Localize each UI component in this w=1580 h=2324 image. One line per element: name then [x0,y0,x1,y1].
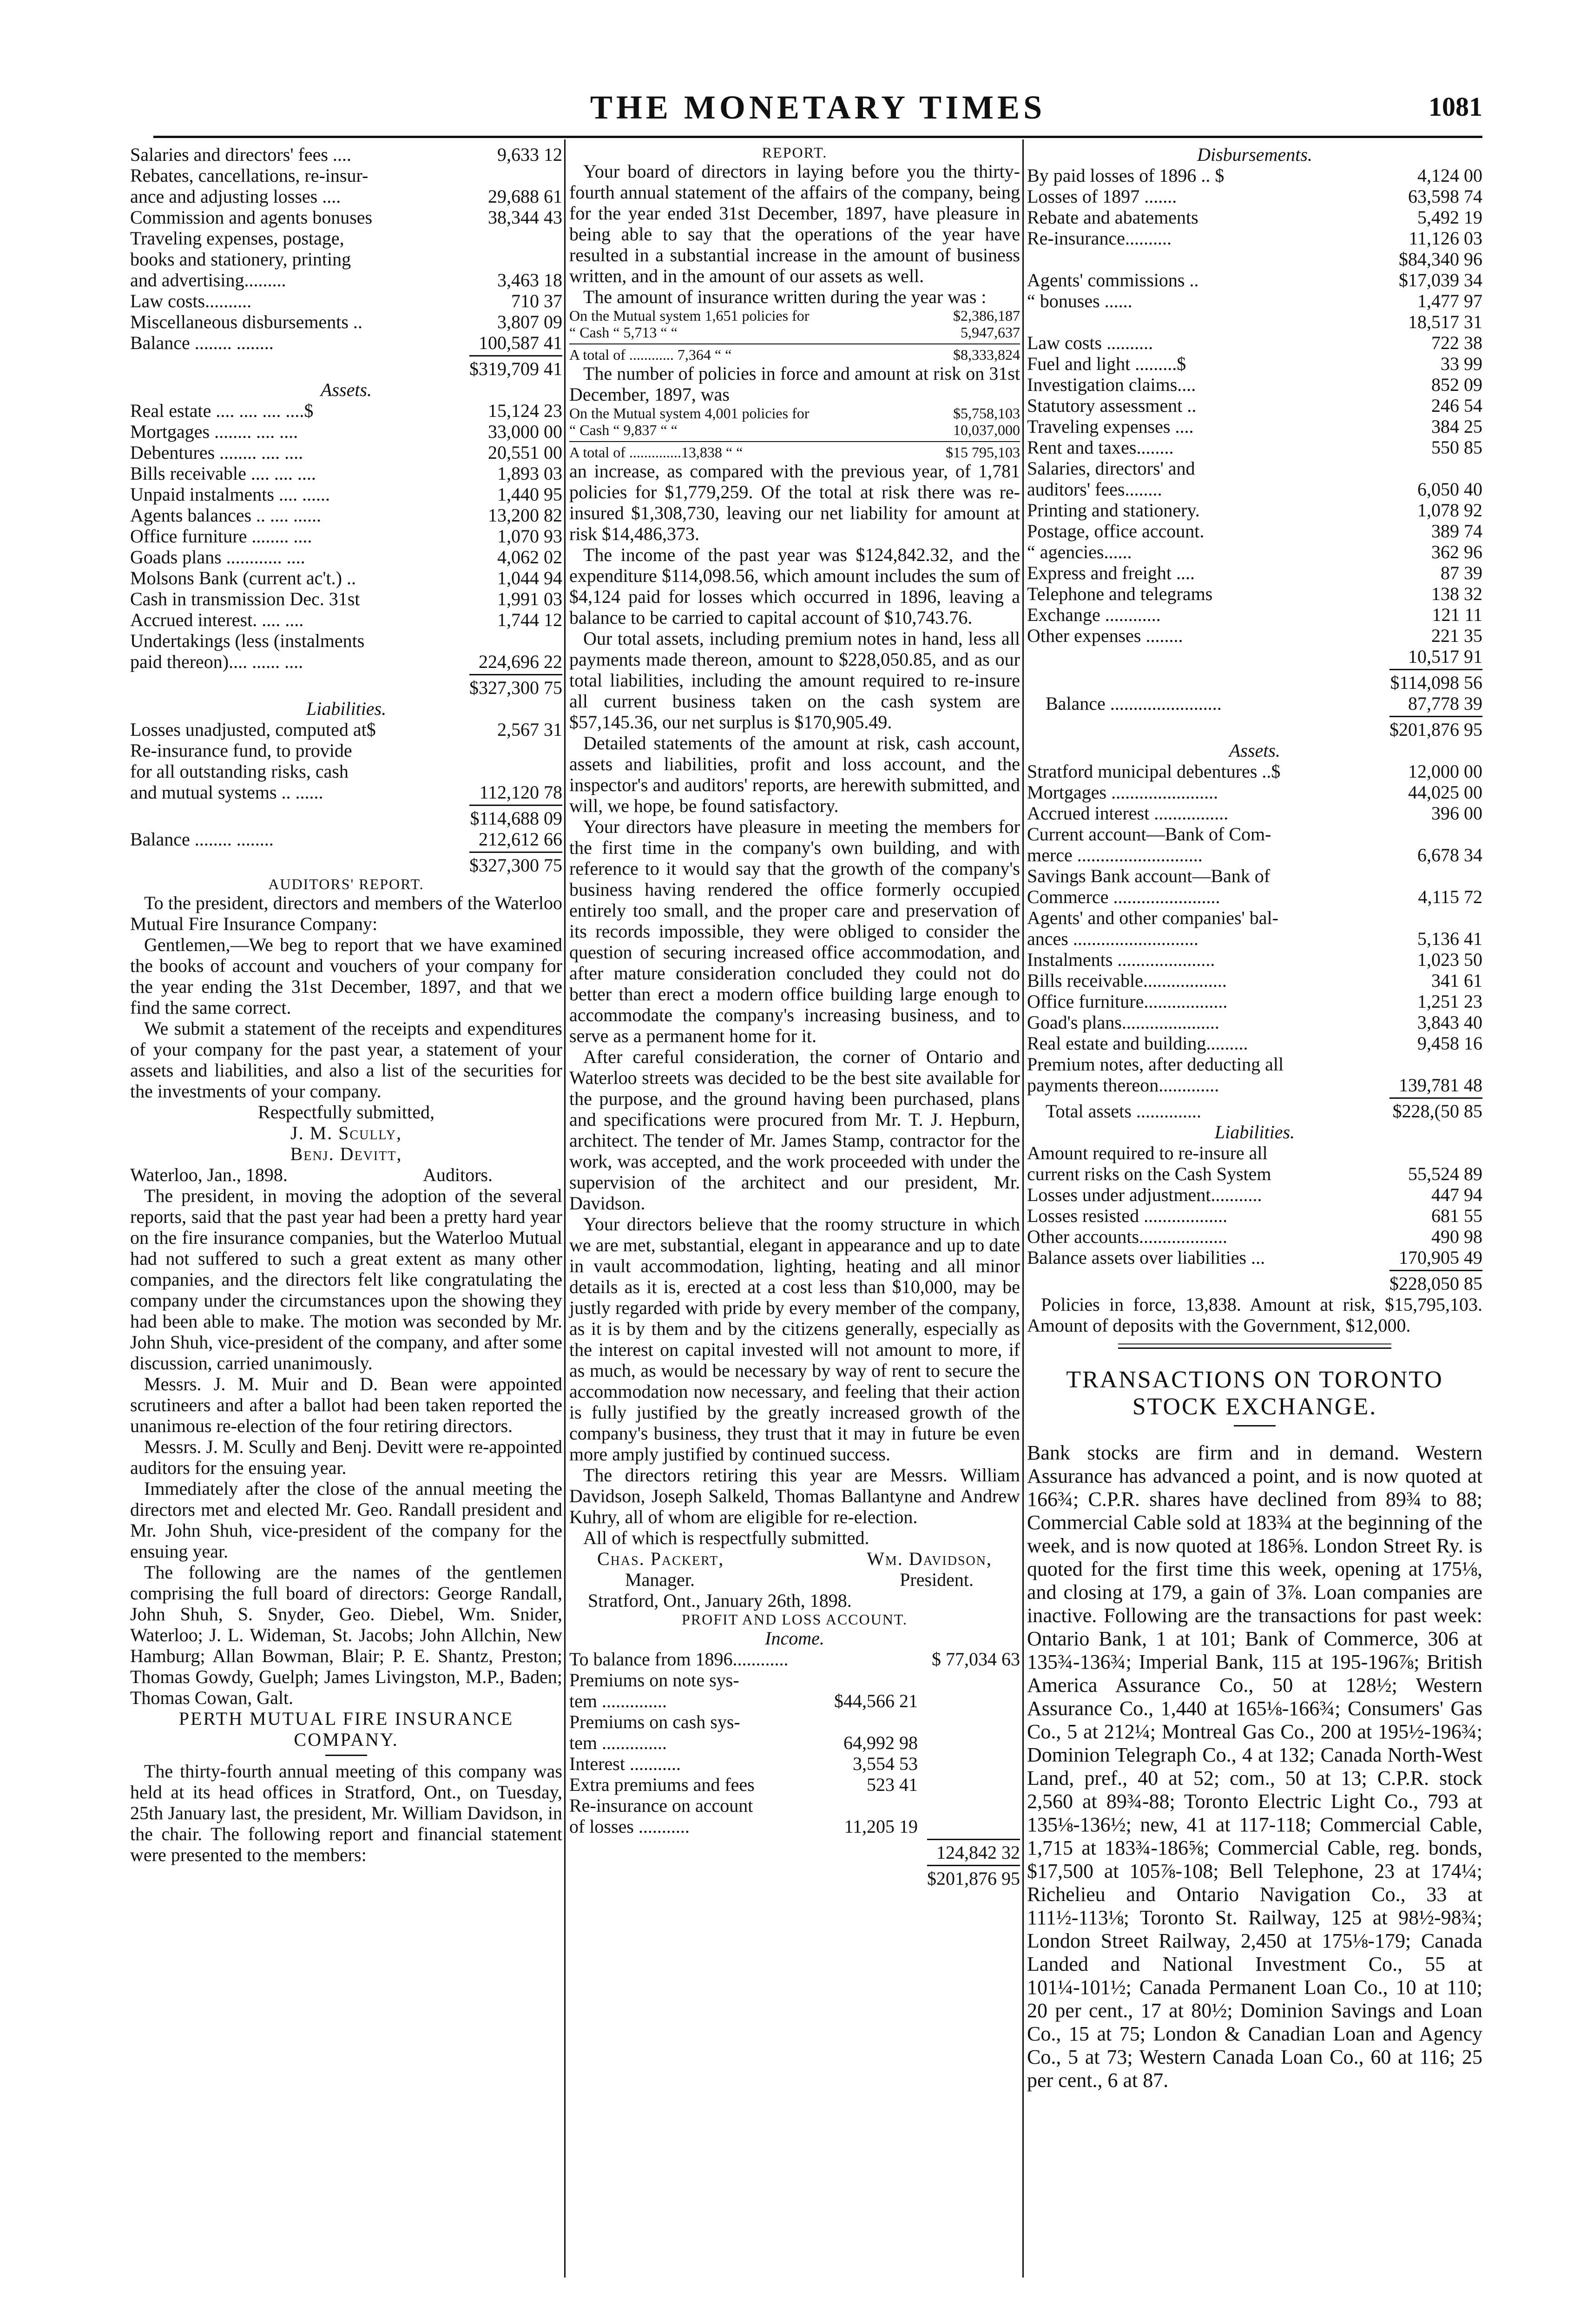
table-row: tem .............. 64,992 98 [569,1732,918,1753]
assets-heading: Assets. [1229,740,1280,761]
paragraph: The income of the past year was $124,842.32, and the expenditure $114,098.56, which amount includes the sum of $4,124 paid for losses which occurred in 1896, leaving a balance to be carried to capital account of $10,743.76. [569,544,1020,628]
table-row: Salaries and directors' fees .... 9,633 12 [130,144,562,165]
table-row: Bills receivable.................. 341 61 [1027,970,1482,991]
column-2 [569,144,1020,1889]
table-row: Salaries, directors' and [1027,458,1195,479]
disbursements-total: $114,098 56 [1390,672,1482,693]
table-row: Office furniture.................. 1,251 23 [1027,991,1482,1012]
expenses-table [1027,353,1482,646]
table-row: Extra premiums and fees 523 41 [569,1774,918,1795]
table-row: Rebate and abatements 5,492 19 [1027,207,1482,228]
waterloo-expenditure-table [130,144,562,353]
journal-title: THE MONETARY TIMES [590,89,1046,126]
liabilities-heading: Liabilities. [1214,1122,1295,1142]
table-row: Statutory assessment .. 246 54 [1027,395,1482,416]
disbursements-losses-table [1027,165,1482,249]
section-divider [1118,1343,1391,1349]
table-row: tem .............. $44,566 21 [569,1690,918,1711]
table-row: ances ........................... 5,136 41 [1027,928,1482,949]
table-row: Law costs.......... 710 37 [130,290,562,311]
expenses-total: 10,517 91 [1408,646,1482,667]
table-row: paid thereon).... ...... .... 224,696 22 [130,651,562,672]
table-row: “ bonuses ...... 1,477 97 [1027,290,1482,311]
table-row: Balance assets over liabilities ... 170,905 49 [1027,1247,1482,1268]
paragraph: The president, in moving the adoption of the several reports, said that the past year had been a pretty hard year on the fire insurance companies, but the Waterloo Mutual had not suffered to such a great extent as many other companies, and the directors felt like congratulating the company under the circumstances upon the showing they had been able to make. The motion was seconded by Mr. John Shuh, vice-president of the company, and after some discussion, carried unanimously. [130,1185,562,1373]
table-row: Amount required to re-insure all [1027,1142,1268,1163]
table-row: Interest ........... 3,554 53 [569,1753,918,1774]
paragraph: The following are the names of the gentlemen comprising the full board of directors: George Randall, John Shuh, S. Snyder, Geo. Diebel, Wm. Snider, Waterloo; J. L. Wideman, St. Jacobs; John Allchin, New Hamburg; Allan Bowman, Blair; P. E. Shantz, Preston; Thomas Gowdy, Guelph; James Livingston, M.P., Baden; Thomas Cowan, Galt. [130,1562,562,1708]
stock-exchange-heading: TRANSACTIONS ON TORONTO [1066,1367,1443,1393]
paragraph: Policies in force, 13,838. Amount at risk, $15,795,103. Amount of deposits with the Government, $12,000. [1027,1294,1482,1336]
paragraph: Our total assets, including premium notes in hand, less all payments made thereon, amount to $228,050.85, and as our total liabilities, including the amount required to re-insure all current business taken on the cash system are $57,145.36, our net surplus is $170,905.49. [569,628,1020,733]
table-row: Express and freight .... 87 39 [1027,562,1482,583]
table-row: Telephone and telegrams 138 32 [1027,583,1482,604]
paragraph: Gentlemen,—We beg to report that we have examined the books of account and vouchers of your company for the year ending the 31st December, 1897, and that we find the same correct. [130,934,562,1018]
paragraph: After careful consideration, the corner of Ontario and Waterloo streets was decided to be the best site available for the purpose, and the ground having been purchased, plans and specifications were procured from Mr. T. J. Hepburn, architect. The tender of Mr. James Stamp, contractor for the work, was accepted, and the work proceeded with under the supervision of the architect and our president, Mr. Davidson. [569,1046,1020,1214]
table-row: Accrued interest. .... .... 1,744 12 [130,609,562,630]
liabilities-heading: Liabilities. [306,698,387,719]
paragraph: The number of policies in force and amount at risk on 31st December, 1897, was [569,363,1020,405]
table-row: Undertakings (less (instalments [130,630,365,651]
table-row: Rebates, cancellations, re-insur- [130,165,369,186]
table-row: ance and adjusting losses .... 29,688 61 [130,186,562,207]
table-row: Current account—Bank of Com- [1027,824,1271,845]
paragraph: an increase, as compared with the previous year, of 1,781 policies for $1,779,259. Of the total at risk there was re-insured $1,308,730, leaving our net liability for amount at risk $14,486,373. [569,461,1020,544]
grand-total-row: $201,876 95 [1389,719,1482,740]
table-row: Traveling expenses, postage, [130,228,344,249]
table-row: Stratford municipal debentures ..$ 12,000 00 [1027,761,1482,782]
page-header [153,88,1482,130]
table-row: Cash in transmission Dec. 31st 1,991 03 [130,588,562,609]
table-row: Savings Bank account—Bank of [1027,865,1271,886]
column-divider [1022,139,1024,2278]
column-divider [564,139,566,2278]
profit-loss-heading: PROFIT AND LOSS ACCOUNT. [681,1611,908,1628]
table-row: Commission and agents bonuses 38,344 43 [130,207,562,228]
expenditure-total-row: $319,709 41 [469,358,562,379]
table-row: To balance from 1896............ $ 77,034 63 [569,1649,1020,1670]
table-row: Premium notes, after deducting all [1027,1054,1284,1075]
table-row: Re-insurance fund, to provide [130,740,352,761]
table-row: Losses unadjusted, computed at$ 2,567 31 [130,719,562,740]
paragraph: The amount of insurance written during the year was : [583,286,987,307]
table-row: Balance ........ ........ 100,587 41 [130,332,562,353]
table-row: Goad's plans..................... 3,843 40 [1027,1012,1482,1033]
paragraph: The thirty-fourth annual meeting of this company was held at its head offices in Stratford, Ont., on Tuesday, 25th January last, the president, Mr. William Davidson, in the chair. The following report and financial statement were presented to the members: [130,1761,562,1865]
stock-exchange-heading-2: STOCK EXCHANGE. [1132,1393,1377,1420]
paragraph: Bank stocks are firm and in demand. Western Assurance has advanced a point, and is now quoted at 166¾; C.P.R. shares have declined from 89¾ to 88; Commercial Cable sold at 183¾ at the beginning of the week, and is now quoted at 186⅝. London Street Ry. is quoted for the first time this week, opening at 175⅛, and closing at 179, a gain of 3⅞. Loan companies are inactive. Following are the transactions for past week: Ontario Bank, 1 at 101; Bank of Commerce, 306 at 135¾-136¾; Imperial Bank, 115 at 195-196⅞; British America Assurance Co., 50 at 128½; Western Assurance Co., 1,440 at 165⅛-166¾; Consumers' Gas Co., 5 at 212¼; Montreal Gas Co., 200 at 195½-196¾; Dominion Telegraph Co., 4 at 132; Canada North-West Land, pref., 40 at 52; com., 50 at 13; C.P.R. stock 2,560 at 89¾-88; Toronto Electric Light Co., 793 at 135⅛-136½; new, 41 at 117-118; Commercial Cable, 1,715 at 183¾-186⅝; Commercial Cable, reg. bonds, $17,500 at 105⅞-108; Bell Telephone, 23 at 174¼; Richelieu and Ontario Navigation Co., 33 at 111½-113⅛; Toronto St. Railway, 125 at 98½-98¾; London Street Railway, 2,450 at 175⅛-179; Canada Landed and National Investment Co., 55 at 101¼-101½; Canada Permanent Loan Co., 10 at 110; 20 per cent., 17 at 80½; Dominion Savings and Loan Co., 15 at 75; London & Canadian Loan and Agency Co., 5 at 73; Western Canada Loan Co., 60 at 116; 25 per cent., 6 at 87. [1027,1441,1482,2092]
paragraph: Messrs. J. M. Muir and D. Bean were appointed scrutineers and after a ballot had been taken reported the unanimous re-election of the four retiring directors. [130,1373,562,1436]
table-row: Unpaid instalments .... ...... 1,440 95 [130,484,562,505]
paragraph: All of which is respectfully submitted. [583,1527,869,1548]
paragraph: To the president, directors and members of the Waterloo Mutual Fire Insurance Company: [130,892,562,934]
liabilities-subtotal-row: $114,688 09 [470,808,562,829]
table-row: Goads plans ............ .... 4,062 02 [130,547,562,568]
perth-heading-2: COMPANY. [294,1729,399,1750]
table-row: Postage, office account. 389 74 [1027,521,1482,541]
liabilities-total-row: $228,050 85 [1389,1273,1482,1294]
insurance-written-total: A total of ............ 7,364 “ “ $8,333,824 [569,343,1020,363]
table-row: Premiums on note sys- [569,1670,739,1690]
assets-heading: Assets. [321,379,372,400]
paragraph: Your directors have pleasure in meeting the members for the first time in the company's own building, and with reference to it would say that the growth of the company's business having rendered the office formerly occupied entirely too small, and the proper care and preservation of its records impossible, they were obliged to consider the question of securing increased office accommodation, and after mature consideration concluded they could not do better than erect a modern office building large enough to accommodate the company's increasing business, and to serve as a permanent home for it. [569,816,1020,1046]
paragraph: Messrs. J. M. Scully and Benj. Devitt were re-appointed auditors for the ensuing year. [130,1436,562,1478]
table-row: By paid losses of 1896 .. $ 4,124 00 [1027,165,1482,186]
table-row: “ agencies...... 362 96 [1027,541,1482,562]
commissions-table [1027,270,1482,311]
waterloo-assets-table [130,400,562,672]
law-costs-row: Law costs .......... 722 38 [1027,332,1482,353]
signature-name: J. M. Scully, [290,1122,402,1143]
disbursements-losses-total: $84,340 96 [1399,249,1482,270]
table-row: Bills receivable .... .... .... 1,893 03 [130,463,562,484]
insurance-written-table [569,307,1020,341]
table-row: Agents' commissions .. $17,039 34 [1027,270,1482,290]
table-row: and advertising......... 3,463 18 [130,270,562,290]
table-row: Exchange ............ 121 11 [1027,604,1482,625]
balance-row: Balance ........ ........ 212,612 66 [130,829,562,850]
table-row: of losses ........... 11,205 19 [569,1816,918,1837]
perth-assets-table [1027,761,1482,1096]
table-row: Re-insurance on account [569,1795,753,1816]
income-table [569,1649,1020,1837]
table-row: “ Cash “ 9,837 “ “ 10,037,000 [569,422,1020,438]
total-assets-row: Total assets .............. $228,(50 85 [1046,1101,1482,1122]
balance-row: Balance ........................ 87,778 39 [1046,693,1482,714]
table-row: Agents' and other companies' bal- [1027,907,1278,928]
disbursements-heading: Disbursements. [1197,144,1312,165]
paragraph: We submit a statement of the receipts and expenditures of your company for the past year, a statement of your assets and liabilities, and also a list of the securities for the investments of your company. [130,1018,562,1102]
table-row: Agents balances .. .... ...... 13,200 82 [130,505,562,526]
assets-total-row: $327,300 75 [469,677,562,698]
income-heading: Income. [765,1628,824,1649]
table-row: Losses of 1897 ....... 63,598 74 [1027,186,1482,207]
table-row: Accrued interest ................ 396 00 [1027,803,1482,824]
table-row: Printing and stationery. 1,078 92 [1027,500,1482,521]
table-row: Real estate .... .... .... ....$ 15,124 23 [130,400,562,421]
table-row: “ Cash “ 5,713 “ “ 5,947,637 [569,324,1020,341]
signature-line: Respectfully submitted, [258,1102,434,1122]
waterloo-liabilities-table [130,719,562,803]
paragraph: Detailed statements of the amount at risk, cash account, assets and liabilities, profit and loss account, and the inspector's and auditors' reports, are herewith submitted, and will, we hope, be found satisfactory. [569,733,1020,816]
table-row: current risks on the Cash System 55,524 89 [1027,1163,1482,1184]
table-row: Traveling expenses .... 384 25 [1027,416,1482,437]
signature-titles: Manager. President. [625,1569,974,1590]
table-row: Commerce ....................... 4,115 72 [1027,886,1482,907]
grand-total-row: $327,300 75 [469,855,562,876]
commissions-total: 18,517 31 [1408,311,1482,332]
header-rule [153,136,1482,138]
paragraph: Your directors believe that the roomy structure in which we are met, substantial, elegant in appearance and up to date in vault accommodation, lighting, heating and all minor details as it is, erected at a cost less than $10,000, may be justly regarded with pride by every member of the company, as it is by them and by the citizens generally, especially as the interest on capital invested will not amount to more, if as much, as would be necessary by way of rent to secure the accommodation now necessary, and feeling that their action is fully justified by the greatly increased growth of the company's business, they trust that it may in future be even more amply justified by continued success. [569,1214,1020,1465]
perth-heading: PERTH MUTUAL FIRE INSURANCE [178,1708,514,1729]
table-row: Investigation claims.... 852 09 [1027,374,1482,395]
table-row: Rent and taxes........ 550 85 [1027,437,1482,458]
auditors-dateline: Waterloo, Jan., 1898. Auditors. [130,1164,493,1185]
paragraph: Immediately after the close of the annual meeting the directors met and elected Mr. Geo. Randall president and Mr. John Shuh, vice-president of the company for the ensuing year. [130,1478,562,1562]
table-row: Mortgages ....................... 44,025 00 [1027,782,1482,803]
income-total: $201,876 95 [927,1868,1020,1889]
dateline: Stratford, Ont., January 26th, 1898. [588,1590,852,1611]
table-row: Losses under adjustment........... 447 94 [1027,1184,1482,1205]
table-row: books and stationery, printing [130,249,351,270]
policies-in-force-total: A total of ..............13,838 “ “ $15 795,103 [569,441,1020,461]
table-row: Losses resisted .................. 681 55 [1027,1205,1482,1226]
table-row: Miscellaneous disbursements .. 3,807 09 [130,311,562,332]
page-number: 1081 [1429,92,1482,122]
table-row: Office furniture ........ .... 1,070 93 [130,526,562,547]
table-row: Real estate and building......... 9,458 16 [1027,1033,1482,1054]
report-heading: REPORT. [762,144,828,161]
table-row: Other expenses ........ 221 35 [1027,625,1482,646]
table-row: Molsons Bank (current ac't.) .. 1,044 94 [130,568,562,588]
policies-in-force-table [569,405,1020,438]
paragraph: Your board of directors in laying before you the thirty-fourth annual statement of the affairs of the company, being for the year ended 31st December, 1897, have pleasure in being able to say that the operations of the year have resulted in a substantial increase in the amount of business written, and in the amount of our assets as well. [569,161,1020,286]
income-subtotal: 124,842 32 [936,1842,1020,1863]
table-row: Re-insurance.......... 11,126 03 [1027,228,1482,249]
table-row: Premiums on cash sys- [569,1711,740,1732]
column-3 [1027,144,1482,2092]
table-row: Other accounts................... 490 98 [1027,1226,1482,1247]
table-row: Debentures ........ .... .... 20,551 00 [130,442,562,463]
table-row: auditors' fees........ 6,050 40 [1027,479,1482,500]
column-1 [130,144,562,1865]
table-row: Fuel and light .........$ 33 99 [1027,353,1482,374]
paragraph: The directors retiring this year are Messrs. William Davidson, Joseph Salkeld, Thomas Ballantyne and Andrew Kuhry, all of whom are eligible for re-election. [569,1465,1020,1527]
table-row: and mutual systems .. ...... 112,120 78 [130,782,562,803]
table-row: merce ........................... 6,678 34 [1027,845,1482,865]
table-row: payments thereon............. 139,781 48 [1027,1075,1482,1096]
signature-name: Benj. Devitt, [290,1143,402,1164]
table-row: On the Mutual system 4,001 policies for $5,758,103 [569,405,1020,422]
auditors-report-heading: AUDITORS' REPORT. [268,876,424,892]
table-row: Instalments ..................... 1,023 50 [1027,949,1482,970]
signatures: Chas. Packert, Wm. Davidson, [597,1548,992,1569]
table-row: On the Mutual system 1,651 policies for $2,386,187 [569,307,1020,324]
table-row: for all outstanding risks, cash [130,761,349,782]
table-row: Mortgages ........ .... .... 33,000 00 [130,421,562,442]
perth-liabilities-table [1027,1142,1482,1268]
